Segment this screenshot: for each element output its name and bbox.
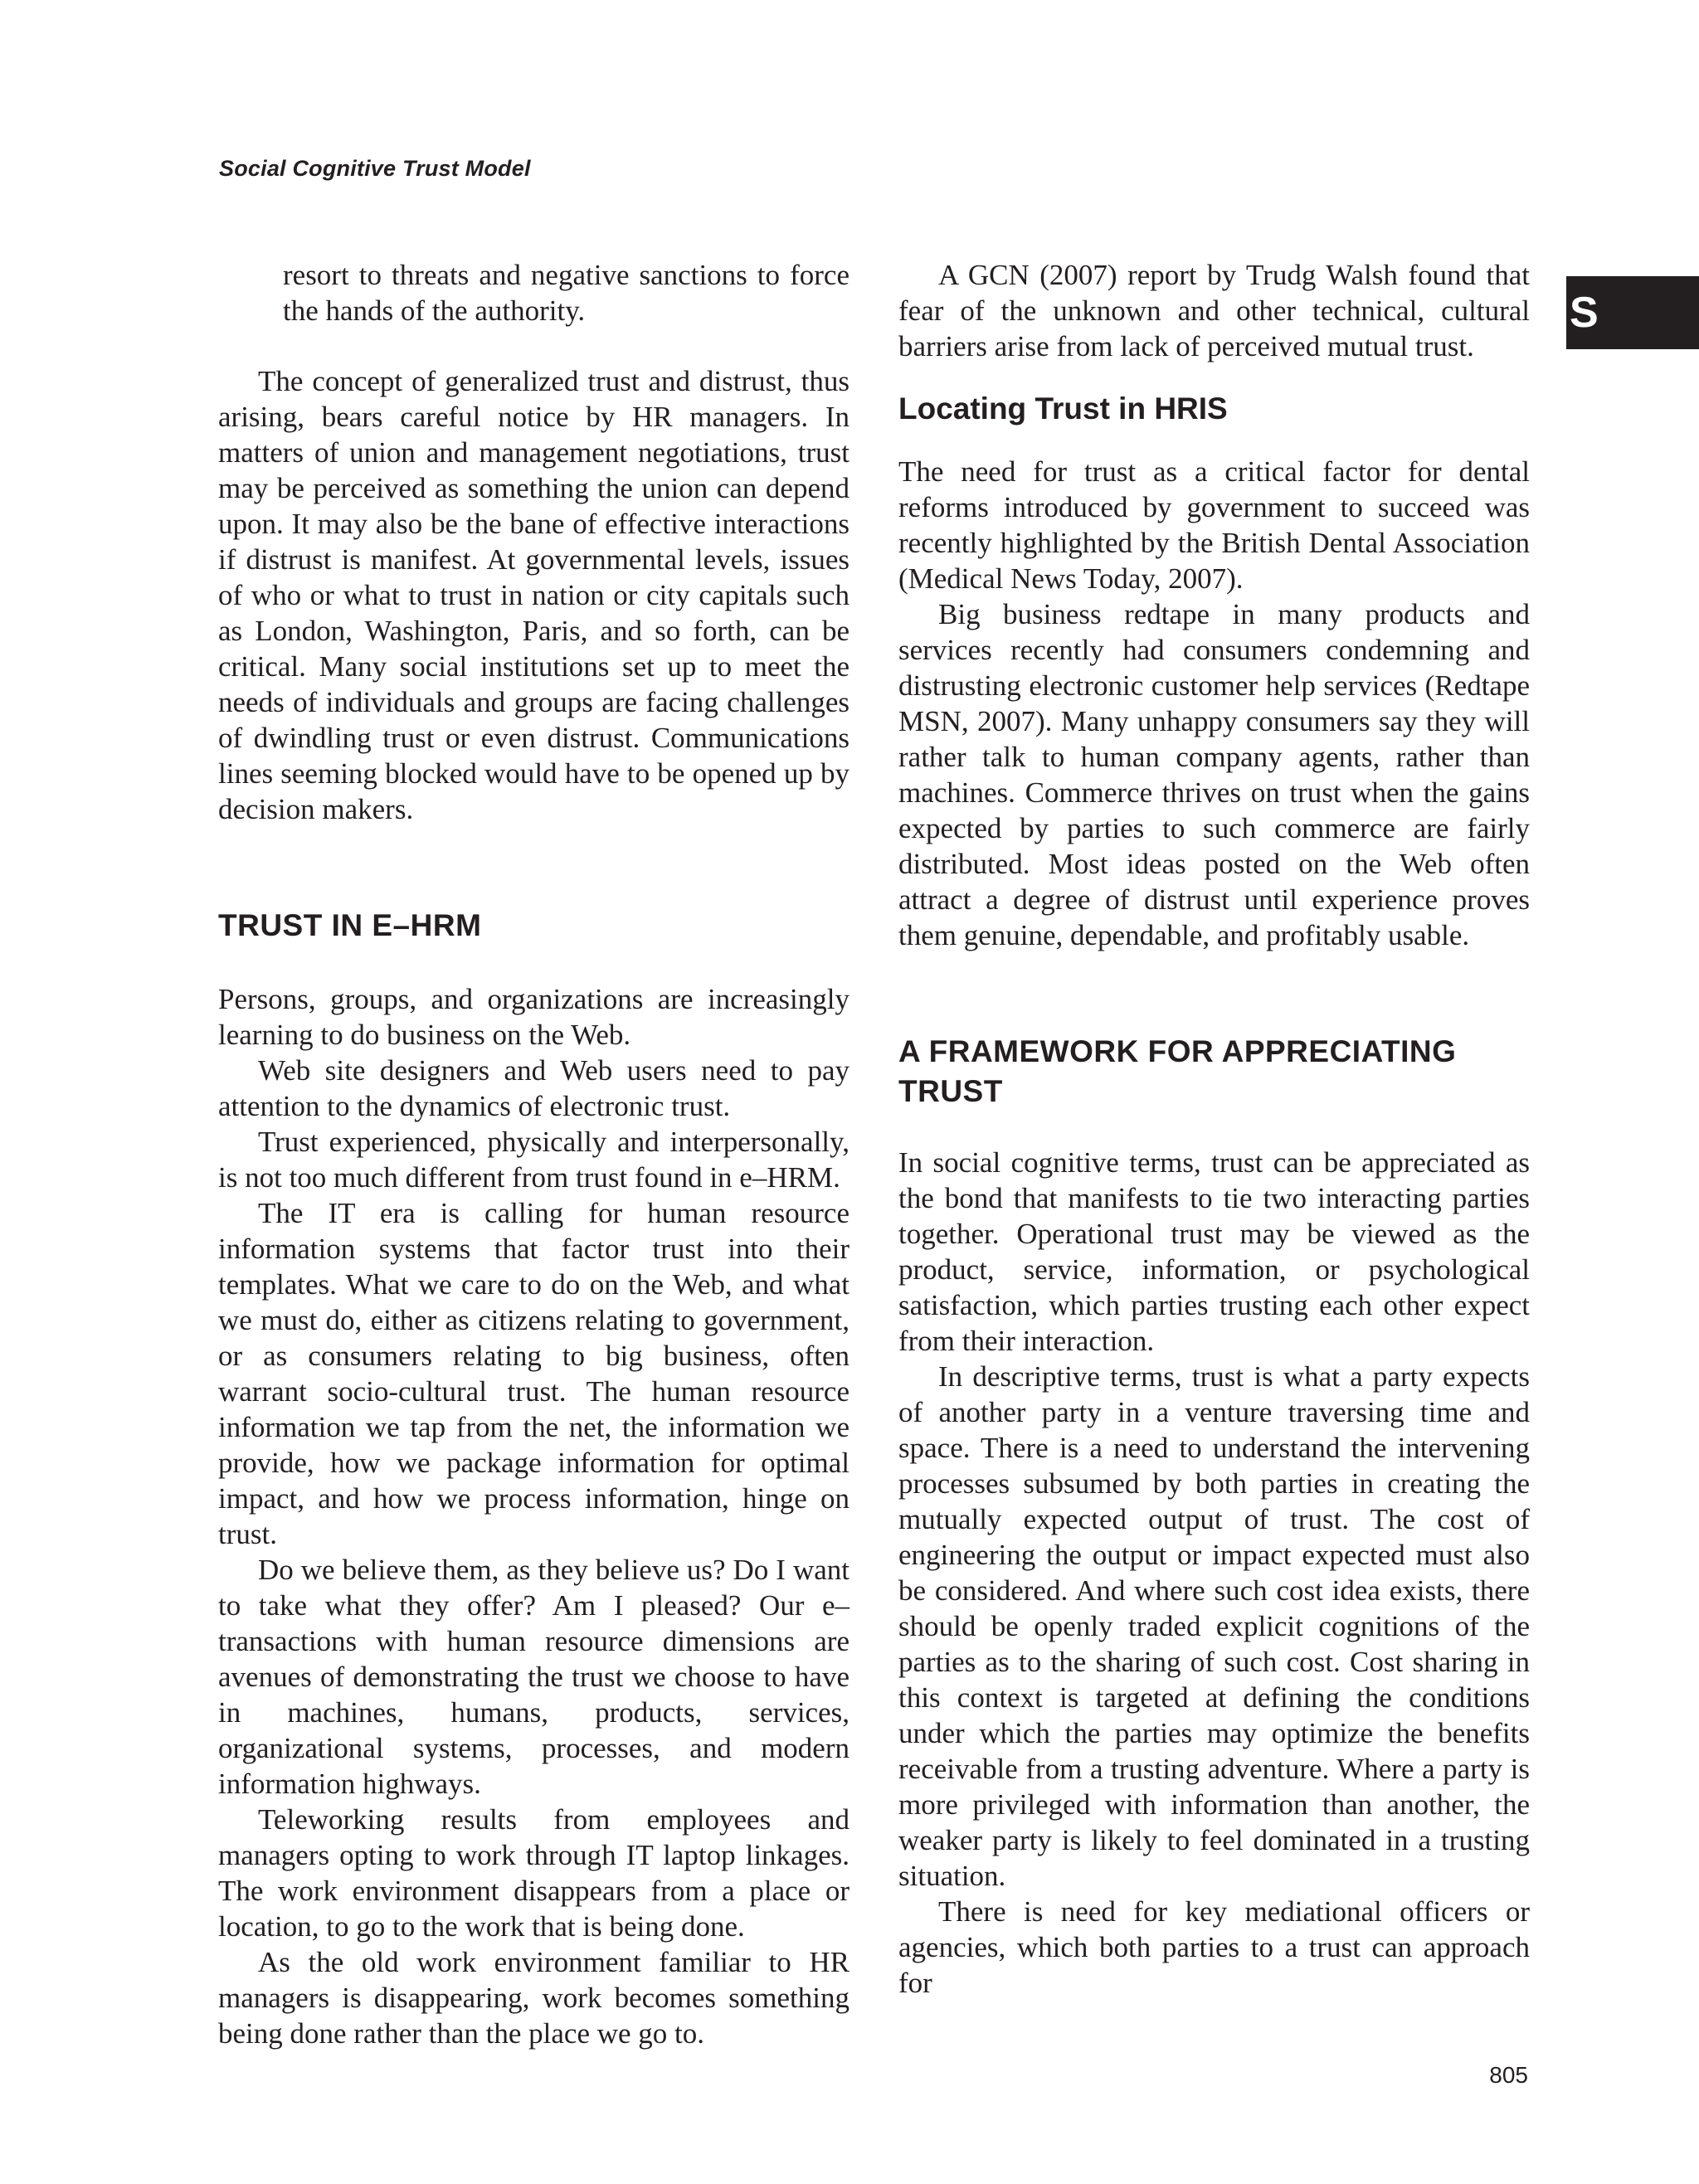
subsection-heading-locating-trust: Locating Trust in HRIS bbox=[898, 392, 1228, 426]
paragraph-teleworking: Teleworking results from employees and managers opting to work through IT laptop linkages. The work environment disappears from a place or location, to go to the work that is being done. bbox=[218, 1803, 850, 1943]
paragraph-gcn: A GCN (2007) report by Trudg Walsh found that fear of the unknown and other technical, cultural barriers arise from lack of perceived mutual trust. bbox=[898, 259, 1530, 362]
right-column bbox=[898, 257, 1530, 2001]
paragraph-mediational: There is need for key mediational officers or agencies, which both parties to a trust can approach for bbox=[898, 1895, 1530, 1999]
paragraph-believe: Do we believe them, as they believe us? Do I want to take what they offer? Am I pleased? Our e–transactions with human resource dimensions are avenues of demonstrating the trust we choose to have in machines, humans, products, services, organizational systems, processes, and modern information highways. bbox=[218, 1554, 850, 1800]
paragraph-persons: Persons, groups, and organizations are increasingly learning to do business on the Web. bbox=[218, 983, 850, 1051]
page-number: 805 bbox=[1489, 2062, 1528, 2088]
paragraph-social-cognitive: In social cognitive terms, trust can be appreciated as the bond that manifests to tie two interacting parties together. Operational trust may be viewed as the product, service, information, or psychological satisfaction, which parties trusting each other expect from their interaction. bbox=[898, 1146, 1530, 1357]
paragraph-old-environment: As the old work environment familiar to HR managers is disappearing, work becomes something being done rather than the place we go to. bbox=[218, 1946, 850, 2050]
paragraph-it-era: The IT era is calling for human resource information systems that factor trust into their templates. What we care to do on the Web, and what we must do, either as citizens relating to government, or as consumers relating to big business, often warrant socio-cultural trust. The human resource information we tap from the net, the information we provide, how we package information for optimal impact, and how we process information, hinge on trust. bbox=[218, 1197, 850, 1550]
running-head-title: Social Cognitive Trust Model bbox=[219, 156, 531, 181]
quote-continuation: resort to threats and negative sanctions to force the hands of the authority. bbox=[283, 259, 850, 327]
section-thumb-tab: S bbox=[1566, 276, 1699, 349]
paragraph-generalized-trust: The concept of generalized trust and distrust, thus arising, bears careful notice by HR managers. In matters of union and management negotiations, trust may be perceived as something the union can depend upon. It may also be the bane of effective interactions if distrust is manifest. At governmental levels, issues of who or what to trust in nation or city capitals such as London, Washington, Paris, and so forth, can be critical. Many social institutions set up to meet the needs of individuals and groups are facing challenges of dwindling trust or even distrust. Communications lines seeming blocked would have to be opened up by decision makers. bbox=[218, 365, 850, 825]
section-heading-trust-ehrm: TRUST IN E–HRM bbox=[218, 908, 482, 942]
paragraph-designers: Web site designers and Web users need to pay attention to the dynamics of electronic trust. bbox=[218, 1054, 850, 1122]
left-column bbox=[218, 257, 850, 2051]
section-heading-framework: A FRAMEWORK FOR APPRECIATING TRUST bbox=[898, 1034, 1457, 1108]
paragraph-experienced: Trust experienced, physically and interpersonally, is not too much different from trust found in e–HRM. bbox=[218, 1126, 850, 1194]
paragraph-redtape: Big business redtape in many products and services recently had consumers condemning and distrusting electronic customer help services (Redtape MSN, 2007). Many unhappy consumers say they will rather talk to human company agents, rather than machines. Commerce thrives on trust when the gains expected by parties to such commerce are fairly distributed. Most ideas posted on the Web often attract a degree of distrust until experience proves them genuine, dependable, and profitably usable. bbox=[898, 598, 1530, 951]
paragraph-dental: The need for trust as a critical factor for dental reforms introduced by government to succeed was recently highlighted by the British Dental Association (Medical News Today, 2007). bbox=[898, 455, 1530, 595]
paragraph-descriptive: In descriptive terms, trust is what a party expects of another party in a venture traversing time and space. There is a need to understand the intervening processes subsumed by both parties in creating the mutually expected output of trust. The cost of engineering the output or impact expected must also be considered. And where such cost idea exists, there should be openly traded explicit cognitions of the parties as to the sharing of such cost. Cost sharing in this context is targeted at defining the conditions under which the parties may optimize the benefits receivable from a trusting adventure. Where a party is more privileged with information than another, the weaker party is likely to feel dominated in a trusting situation. bbox=[898, 1360, 1530, 1892]
